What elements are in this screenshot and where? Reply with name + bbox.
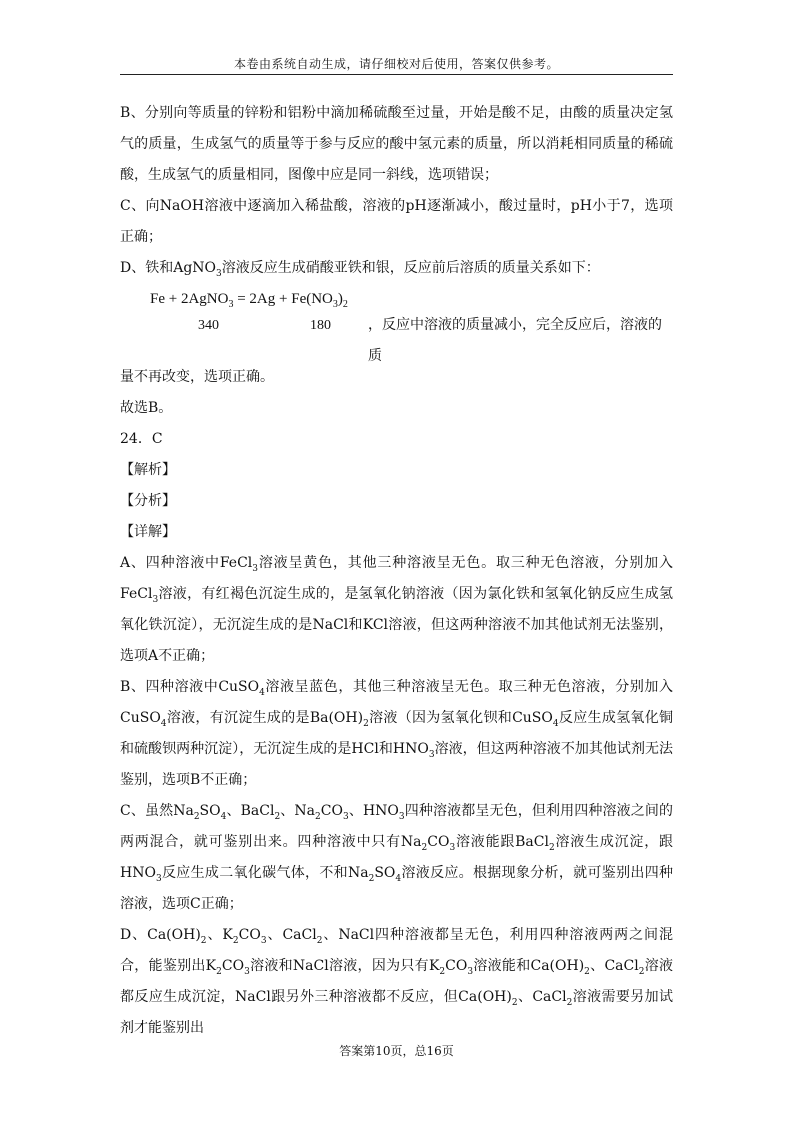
equation-explanation: ，反应中溶液的质量减小，完全反应后，溶液的质	[368, 317, 662, 364]
answer-content	[120, 98, 673, 1044]
paragraph-option-d-24: D、$Ca(OH)_2$、$K_2CO_3$、CaCl$_2$、NaCl四种溶液都呈无色，利用四种溶液两两之间混合，能鉴别出$K_2CO_3$溶液和NaCl溶液，因为只有$K_2CO_3$溶液能和$Ca(OH)_2$、CaCl$_2$溶液都反应生成沉淀，NaCl跟另外三种溶液都不反应，但$Ca(OH)_2$、CaCl$_2$溶液需要另加试剂才能鉴别出	[120, 927, 674, 1036]
equation-formula: Fe + 2AgNO$_3$ = $2Ag + Fe(NO_3)_2$	[150, 291, 348, 310]
equation-mass-reactant: 340	[198, 318, 219, 333]
paragraph-option-d-continued: 量不再改变，选项正确。	[120, 369, 274, 385]
paragraph-option-c: C、向NaOH溶液中逐滴加入稀盐酸，溶液的pH逐渐减小，酸过量时，pH小于7，选项正确；	[120, 198, 673, 245]
paragraph-option-c-24: C、虽然$Na_2SO_4$、BaCl$_2$、$Na_2CO_3$、$HNO_3$四种溶液都呈无色，但利用四种溶液之间的两两混合，就可鉴别出来。四种溶液中只有$Na_2CO_3$溶液能跟BaCl$_2$溶液生成沉淀，跟$HNO_3$反应生成二氧化碳气体，不和$Na_2SO_4$溶液反应。根据现象分析，就可鉴别出四种溶液，选项C正确；	[120, 803, 674, 912]
paragraph-option-b-24: B、四种溶液中CuSO$_4$溶液呈蓝色，其他三种溶液呈无色。取三种无色溶液，分别加入CuSO$_4$溶液，有沉淀生成的是$Ba(OH)_2$溶液（因为氢氧化钡和CuSO$_4$反应生成氢氧化铜和硫酸钡两种沉淀），无沉淀生成的是HCl和$HNO_3$溶液，但这两种溶液不加其他试剂无法鉴别，选项B不正确；	[120, 679, 674, 788]
section-fenxi: 【分析】	[120, 493, 176, 509]
question-number: 24．C	[120, 431, 163, 447]
answer-choice: 故选B。	[120, 400, 173, 416]
page-footer: 答案第10页，总16页	[339, 1044, 454, 1058]
equation-mass-product: 180	[310, 318, 331, 333]
section-xiangjie: 【详解】	[120, 524, 176, 540]
header-divider	[120, 74, 673, 75]
paragraph-option-d: D、铁和AgNO$_3$溶液反应生成硝酸亚铁和银，反应前后溶质的质量关系如下：	[120, 260, 600, 279]
paragraph-option-a-24: A、四种溶液中FeCl$_3$溶液呈黄色，其他三种溶液呈无色。取三种无色溶液，分别加入FeCl$_3$溶液，有红褐色沉淀生成的，是氢氧化钠溶液（因为氯化铁和氢氧化钠反应生成氢氧化铁沉淀），无沉淀生成的是NaCl和KCl溶液，但这两种溶液不加其他试剂无法鉴别，选项A不正确；	[120, 555, 673, 664]
paragraph-option-b: B、分别向等质量的锌粉和铝粉中滴加稀硫酸至过量，开始是酸不足，由酸的质量决定氢气的质量，生成氢气的质量等于参与反应的酸中氢元素的质量，所以消耗相同质量的稀硫酸，生成氢气的质量相同，图像中应是同一斜线，选项错误；	[120, 105, 673, 183]
reaction-equation	[120, 284, 673, 362]
page-header: 本卷由系统自动生成，请仔细校对后使用，答案仅供参考。	[233, 57, 559, 71]
section-jiexi: 【解析】	[120, 462, 176, 478]
